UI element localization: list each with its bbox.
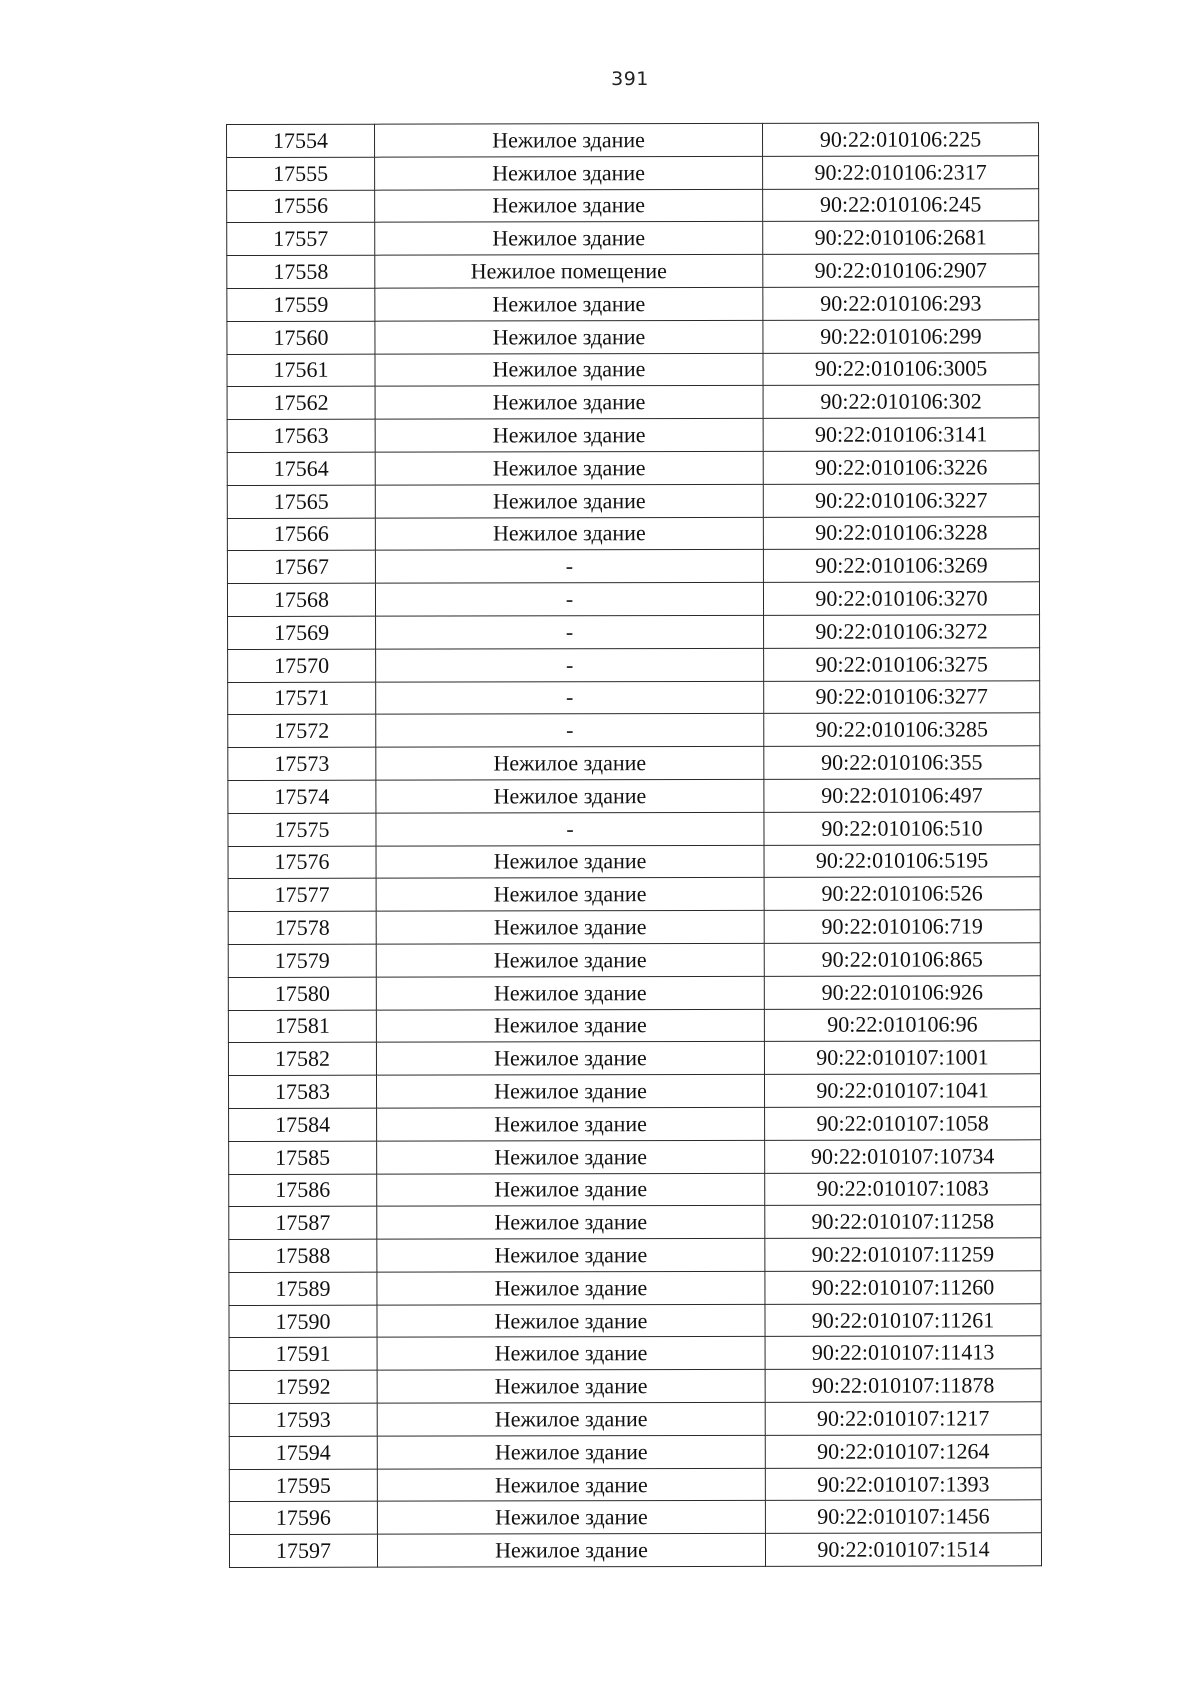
table-row	[229, 1467, 1041, 1501]
object-type-cell: -	[376, 615, 764, 649]
row-number-cell: 17587	[229, 1206, 377, 1239]
cadastral-number-cell: 90:22:010106:3270	[763, 582, 1039, 615]
object-type-cell: Нежилое здание	[375, 419, 763, 453]
row-number-cell: 17592	[229, 1370, 377, 1403]
row-number-cell: 17581	[228, 1010, 376, 1043]
table-row	[228, 615, 1040, 649]
table-row	[229, 1172, 1041, 1206]
table-row	[228, 877, 1040, 911]
table-row	[229, 1369, 1041, 1403]
table-row	[227, 549, 1039, 583]
cadastral-number-cell: 90:22:010107:1393	[765, 1467, 1041, 1500]
table-row	[228, 1008, 1040, 1042]
table-row	[229, 1402, 1041, 1436]
cadastral-number-cell: 90:22:010106:3277	[764, 680, 1040, 713]
registry-table	[226, 122, 1042, 1568]
object-type-cell: Нежилое здание	[376, 1009, 764, 1043]
registry-table-body	[227, 123, 1042, 1568]
object-type-cell: Нежилое здание	[377, 1337, 765, 1371]
cadastral-number-cell: 90:22:010107:11878	[765, 1369, 1041, 1402]
table-row	[229, 1303, 1041, 1337]
cadastral-number-cell: 90:22:010106:3269	[763, 549, 1039, 582]
table-row	[228, 910, 1040, 944]
cadastral-number-cell: 90:22:010106:3285	[764, 713, 1040, 746]
cadastral-number-cell: 90:22:010107:1456	[765, 1500, 1041, 1533]
table-row	[229, 1205, 1041, 1239]
row-number-cell: 17556	[227, 190, 375, 223]
row-number-cell: 17579	[228, 944, 376, 977]
row-number-cell: 17562	[227, 387, 375, 420]
table-row	[228, 976, 1040, 1010]
row-number-cell: 17578	[228, 911, 376, 944]
cadastral-number-cell: 90:22:010106:293	[763, 287, 1039, 320]
row-number-cell: 17566	[227, 518, 375, 551]
cadastral-number-cell: 90:22:010107:1264	[765, 1435, 1041, 1468]
row-number-cell: 17577	[228, 879, 376, 912]
object-type-cell: Нежилое здание	[377, 1206, 765, 1240]
row-number-cell: 17586	[229, 1174, 377, 1207]
table-row	[227, 451, 1039, 485]
row-number-cell: 17588	[229, 1239, 377, 1272]
cadastral-number-cell: 90:22:010106:96	[764, 1008, 1040, 1041]
table-row	[227, 254, 1039, 288]
object-type-cell: Нежилое здание	[375, 353, 763, 387]
cadastral-number-cell: 90:22:010107:11260	[765, 1271, 1041, 1304]
object-type-cell: Нежилое здание	[376, 1074, 764, 1108]
object-type-cell: Нежилое здание	[377, 1435, 765, 1469]
cadastral-number-cell: 90:22:010106:3227	[763, 484, 1039, 517]
cadastral-number-cell: 90:22:010107:1217	[765, 1402, 1041, 1435]
object-type-cell: Нежилое здание	[377, 1304, 765, 1338]
object-type-cell: Нежилое здание	[377, 1140, 765, 1174]
cadastral-number-cell: 90:22:010107:1514	[765, 1533, 1041, 1566]
object-type-cell: Нежилое помещение	[375, 255, 763, 289]
page-number: 391	[611, 68, 649, 90]
table-row	[228, 713, 1040, 747]
row-number-cell: 17572	[228, 715, 376, 748]
table-row	[227, 287, 1039, 321]
object-type-cell: Нежилое здание	[376, 878, 764, 912]
row-number-cell: 17563	[227, 419, 375, 452]
object-type-cell: Нежилое здание	[376, 943, 764, 977]
object-type-cell: Нежилое здание	[377, 1238, 765, 1272]
table-row	[229, 1435, 1041, 1469]
object-type-cell: Нежилое здание	[375, 451, 763, 485]
cadastral-number-cell: 90:22:010107:10734	[765, 1139, 1041, 1172]
cadastral-number-cell: 90:22:010106:2907	[763, 254, 1039, 287]
object-type-cell: Нежилое здание	[375, 123, 763, 157]
cadastral-number-cell: 90:22:010106:510	[764, 812, 1040, 845]
row-number-cell: 17585	[229, 1141, 377, 1174]
object-type-cell: -	[376, 681, 764, 715]
table-row	[229, 1336, 1041, 1370]
table-row	[229, 1500, 1041, 1534]
row-number-cell: 17557	[227, 223, 375, 256]
object-type-cell: -	[376, 812, 764, 846]
row-number-cell: 17570	[228, 649, 376, 682]
row-number-cell: 17582	[228, 1042, 376, 1075]
object-type-cell: -	[375, 550, 763, 584]
cadastral-number-cell: 90:22:010106:3141	[763, 418, 1039, 451]
object-type-cell: Нежилое здание	[375, 386, 763, 420]
row-number-cell: 17575	[228, 813, 376, 846]
cadastral-number-cell: 90:22:010106:865	[764, 943, 1040, 976]
row-number-cell: 17597	[229, 1534, 377, 1567]
cadastral-number-cell: 90:22:010106:5195	[764, 844, 1040, 877]
row-number-cell: 17589	[229, 1272, 377, 1305]
object-type-cell: Нежилое здание	[377, 1271, 765, 1305]
object-type-cell: Нежилое здание	[375, 287, 763, 321]
cadastral-number-cell: 90:22:010107:11413	[765, 1336, 1041, 1369]
cadastral-number-cell: 90:22:010106:302	[763, 385, 1039, 418]
table-row	[228, 1074, 1040, 1108]
row-number-cell: 17590	[229, 1305, 377, 1338]
cadastral-number-cell: 90:22:010106:2317	[763, 156, 1039, 189]
row-number-cell: 17555	[227, 157, 375, 190]
cadastral-number-cell: 90:22:010106:3226	[763, 451, 1039, 484]
table-row	[228, 746, 1040, 780]
table-row	[228, 680, 1040, 714]
row-number-cell: 17596	[229, 1502, 377, 1535]
cadastral-number-cell: 90:22:010106:719	[764, 910, 1040, 943]
row-number-cell: 17569	[228, 616, 376, 649]
cadastral-number-cell: 90:22:010107:11258	[765, 1205, 1041, 1238]
row-number-cell: 17567	[227, 551, 375, 584]
table-row	[228, 943, 1040, 977]
row-number-cell: 17584	[229, 1108, 377, 1141]
object-type-cell: Нежилое здание	[375, 320, 763, 354]
row-number-cell: 17594	[229, 1436, 377, 1469]
table-row	[227, 156, 1039, 190]
row-number-cell: 17568	[227, 583, 375, 616]
cadastral-number-cell: 90:22:010106:3275	[764, 648, 1040, 681]
object-type-cell: Нежилое здание	[375, 222, 763, 256]
row-number-cell: 17554	[227, 124, 375, 157]
object-type-cell: Нежилое здание	[376, 747, 764, 781]
table-row	[228, 844, 1040, 878]
cadastral-number-cell: 90:22:010106:3272	[764, 615, 1040, 648]
cadastral-number-cell: 90:22:010106:3005	[763, 352, 1039, 385]
row-number-cell: 17558	[227, 255, 375, 288]
row-number-cell: 17565	[227, 485, 375, 518]
table-row	[227, 484, 1039, 518]
row-number-cell: 17559	[227, 288, 375, 321]
object-type-cell: -	[375, 583, 763, 617]
table-row	[227, 418, 1039, 452]
table-row	[228, 779, 1040, 813]
row-number-cell: 17593	[229, 1403, 377, 1436]
table-row	[227, 221, 1039, 255]
object-type-cell: Нежилое здание	[376, 976, 764, 1010]
cadastral-number-cell: 90:22:010106:926	[764, 976, 1040, 1009]
table-row	[227, 352, 1039, 386]
table-row	[227, 320, 1039, 354]
object-type-cell: Нежилое здание	[377, 1107, 765, 1141]
cadastral-number-cell: 90:22:010106:299	[763, 320, 1039, 353]
cadastral-number-cell: 90:22:010106:355	[764, 746, 1040, 779]
table-row	[229, 1238, 1041, 1272]
row-number-cell: 17571	[228, 682, 376, 715]
object-type-cell: Нежилое здание	[376, 1042, 764, 1076]
row-number-cell: 17583	[228, 1075, 376, 1108]
object-type-cell: Нежилое здание	[377, 1468, 765, 1502]
object-type-cell: -	[376, 648, 764, 682]
table-row	[227, 385, 1039, 419]
object-type-cell: Нежилое здание	[376, 779, 764, 813]
row-number-cell: 17576	[228, 846, 376, 879]
row-number-cell: 17595	[229, 1469, 377, 1502]
object-type-cell: Нежилое здание	[375, 484, 763, 518]
row-number-cell: 17591	[229, 1338, 377, 1371]
cadastral-number-cell: 90:22:010106:526	[764, 877, 1040, 910]
table-row	[229, 1533, 1041, 1567]
object-type-cell: Нежилое здание	[376, 910, 764, 944]
object-type-cell: Нежилое здание	[377, 1173, 765, 1207]
object-type-cell: Нежилое здание	[376, 845, 764, 879]
row-number-cell: 17573	[228, 747, 376, 780]
object-type-cell: Нежилое здание	[377, 1402, 765, 1436]
cadastral-number-cell: 90:22:010106:225	[762, 123, 1038, 156]
table-row	[227, 516, 1039, 550]
object-type-cell: Нежилое здание	[377, 1370, 765, 1404]
cadastral-number-cell: 90:22:010107:1083	[765, 1172, 1041, 1205]
cadastral-number-cell: 90:22:010107:1041	[764, 1074, 1040, 1107]
cadastral-number-cell: 90:22:010107:11261	[765, 1303, 1041, 1336]
cadastral-number-cell: 90:22:010106:3228	[763, 516, 1039, 549]
cadastral-number-cell: 90:22:010106:497	[764, 779, 1040, 812]
table-row	[229, 1139, 1041, 1173]
table-row	[228, 648, 1040, 682]
object-type-cell: Нежилое здание	[375, 156, 763, 190]
row-number-cell: 17564	[227, 452, 375, 485]
table-row	[228, 1041, 1040, 1075]
table-row	[228, 812, 1040, 846]
table-row	[227, 582, 1039, 616]
object-type-cell: -	[376, 714, 764, 748]
table-row	[227, 123, 1039, 157]
cadastral-number-cell: 90:22:010106:245	[763, 188, 1039, 221]
table-row	[229, 1107, 1041, 1141]
cadastral-number-cell: 90:22:010107:1058	[765, 1107, 1041, 1140]
cadastral-number-cell: 90:22:010106:2681	[763, 221, 1039, 254]
table-row	[227, 188, 1039, 222]
object-type-cell: Нежилое здание	[377, 1534, 765, 1568]
row-number-cell: 17561	[227, 354, 375, 387]
object-type-cell: Нежилое здание	[375, 189, 763, 223]
cadastral-number-cell: 90:22:010107:1001	[764, 1041, 1040, 1074]
object-type-cell: Нежилое здание	[377, 1501, 765, 1535]
object-type-cell: Нежилое здание	[375, 517, 763, 551]
table-row	[229, 1271, 1041, 1305]
row-number-cell: 17560	[227, 321, 375, 354]
row-number-cell: 17580	[228, 977, 376, 1010]
row-number-cell: 17574	[228, 780, 376, 813]
cadastral-number-cell: 90:22:010107:11259	[765, 1238, 1041, 1271]
